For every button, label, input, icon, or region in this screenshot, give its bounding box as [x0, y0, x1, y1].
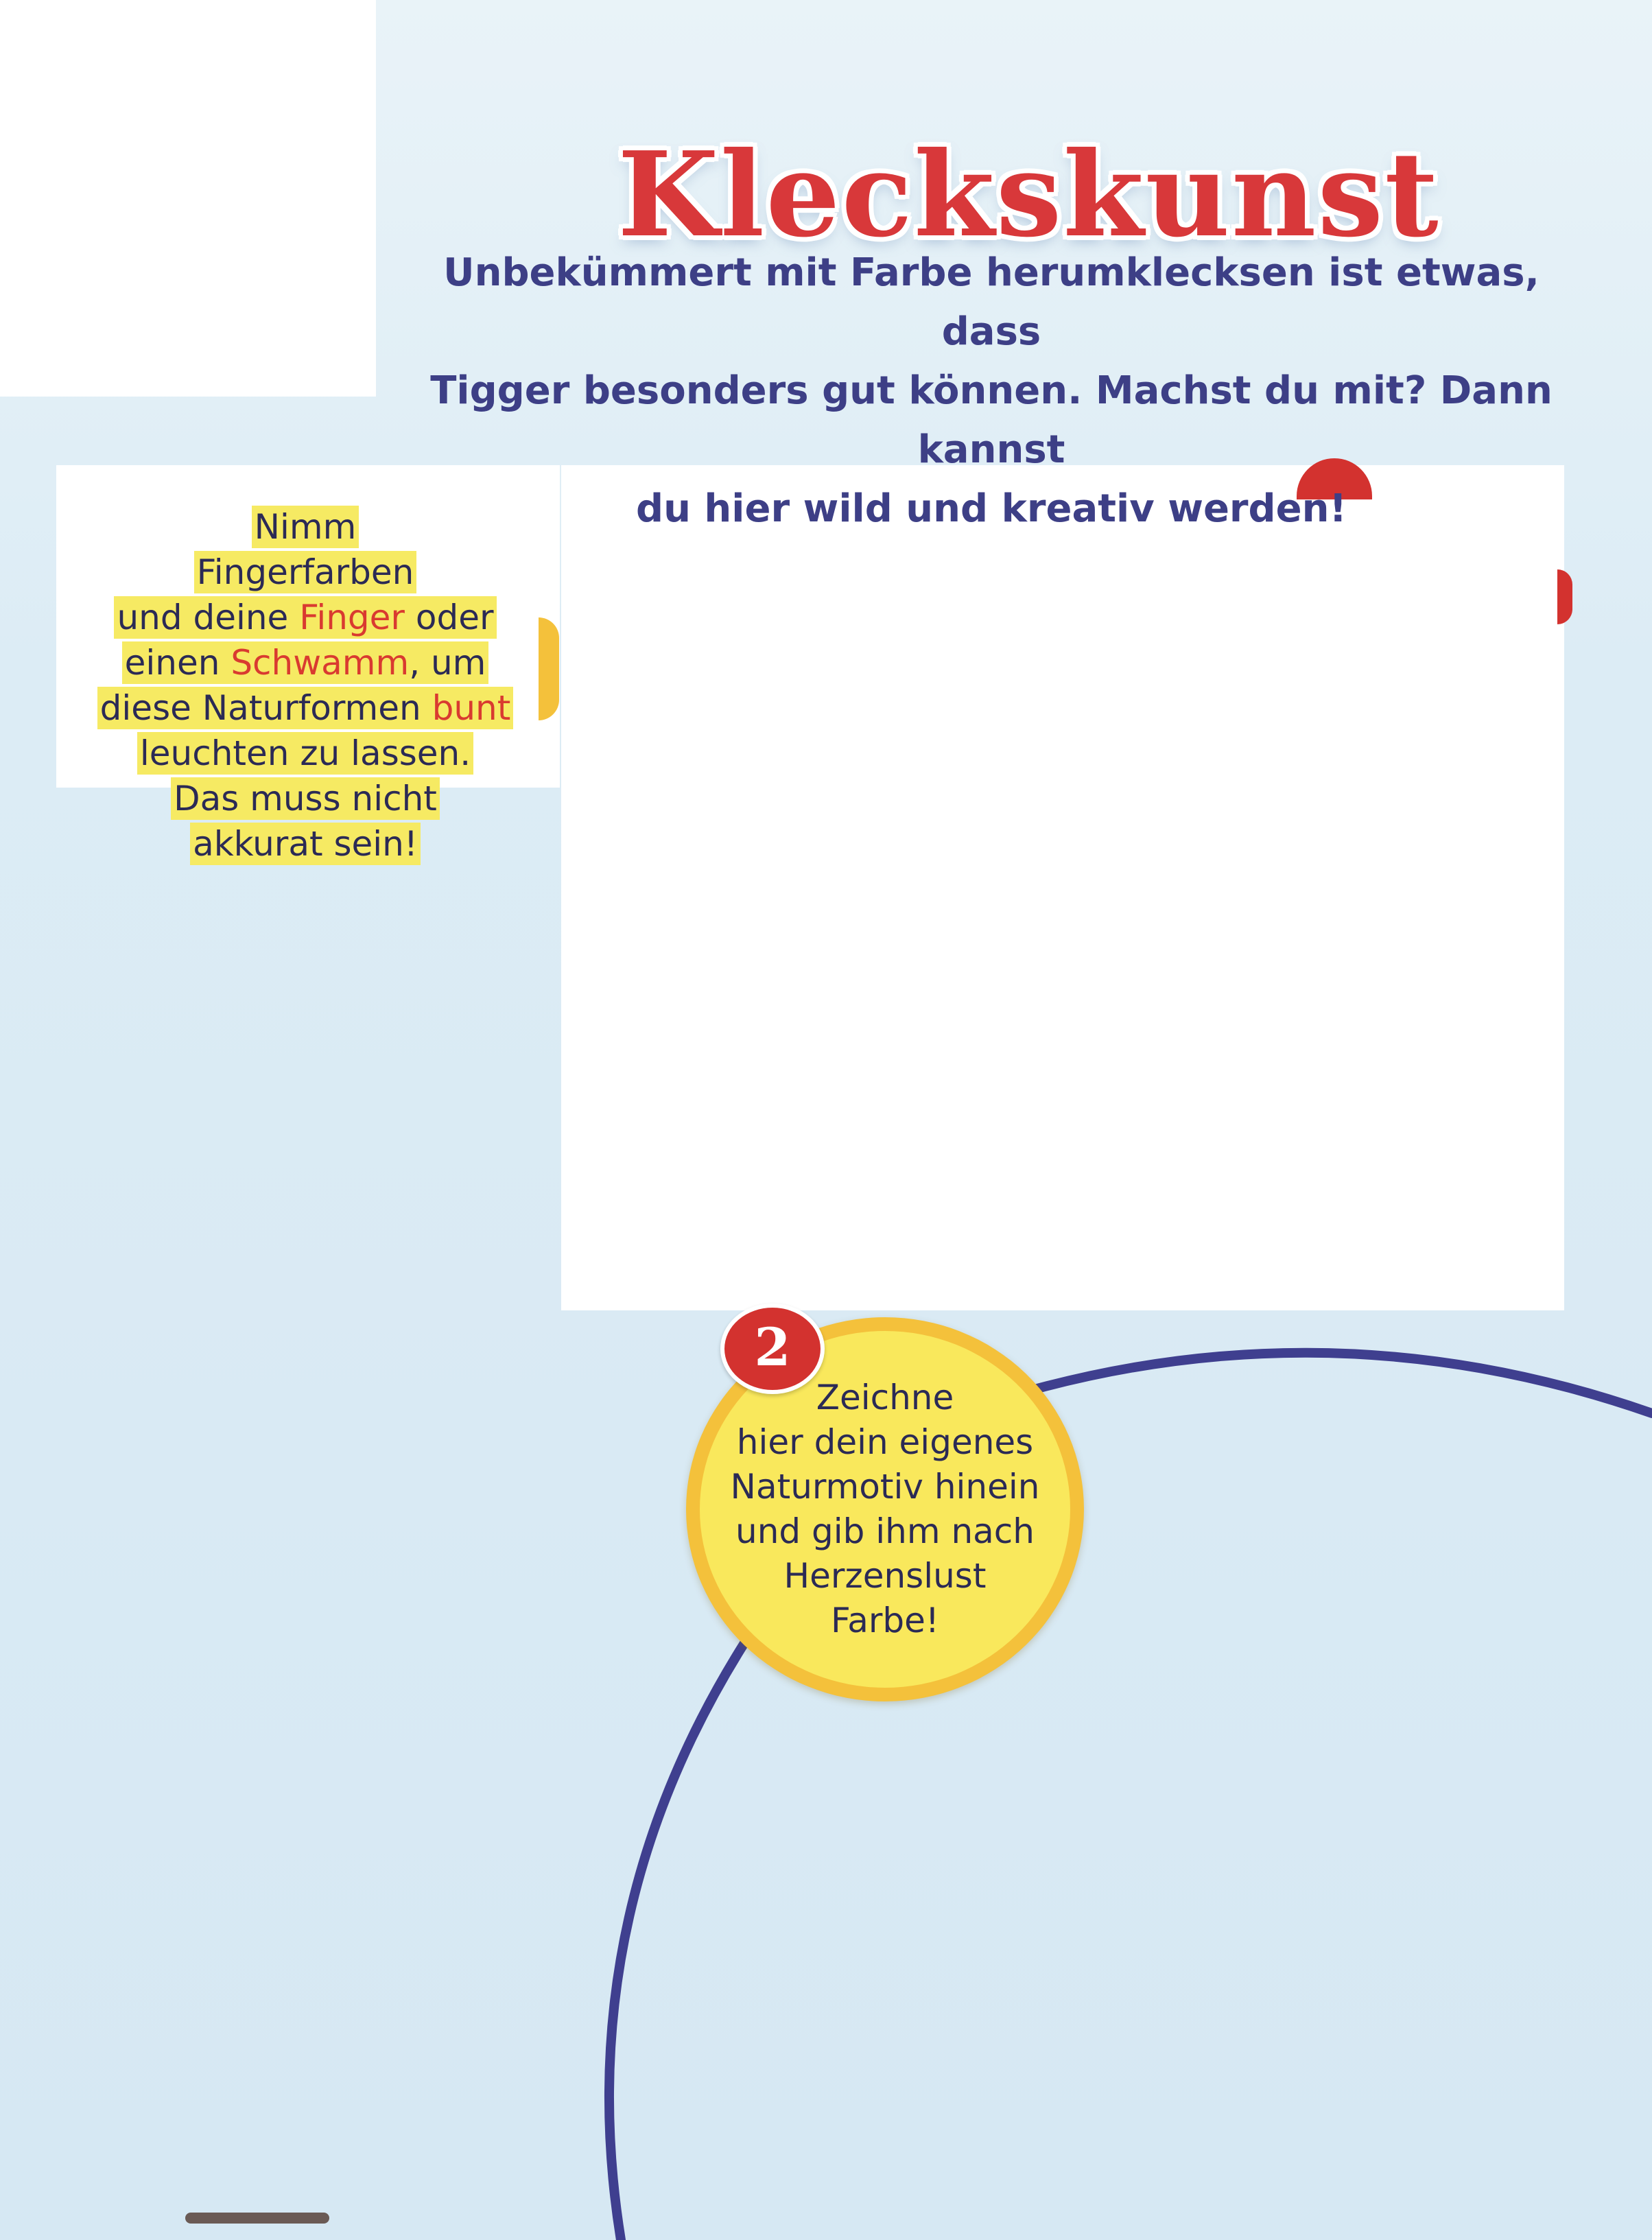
text-segment: Fingerfarben [196, 552, 414, 592]
text-segment: und [735, 1511, 812, 1551]
instruction-line-text [731, 1467, 1040, 1507]
text-segment: und deine [117, 598, 300, 637]
instruction-line [693, 1554, 1077, 1599]
text-segment: Das muss nicht [174, 779, 437, 818]
instruction-line-text [816, 1378, 954, 1417]
text-segment: ! [925, 1601, 939, 1640]
text-segment: hier dein eigenes [736, 1422, 1034, 1462]
text-segment: leuchten zu lassen. [139, 733, 471, 773]
emphasis-word: Farbe [831, 1601, 925, 1640]
instruction-line [693, 1420, 1077, 1465]
page-title: Kleckskunst [617, 126, 1440, 263]
emphasis-word: Zeichne [816, 1378, 954, 1417]
text-segment: Nimm [254, 507, 357, 547]
intro-line: du hier wild und kreativ werden! [635, 486, 1347, 531]
instruction-line [693, 1509, 1077, 1554]
intro-line: Unbekümmert mit Farbe herumklecksen ist etwas, dass [443, 250, 1539, 354]
step2-number-badge: 2 [720, 1304, 825, 1394]
intro-line: Tigger besonders gut können. Machst du mit? Dann kannst [430, 368, 1553, 472]
text-segment: oder [404, 598, 494, 637]
emphasis-word: Schwamm [231, 643, 410, 683]
instruction-line-text [831, 1601, 939, 1640]
text-segment: akkurat sein! [193, 824, 418, 864]
text-segment: diese Naturformen [99, 688, 432, 728]
instruction-line [693, 1376, 1077, 1420]
emphasis-word: bunt [432, 688, 511, 728]
instruction-line [693, 1599, 1077, 1643]
text-segment: Naturmotiv hinein [730, 1467, 1040, 1507]
instruction-line-text [737, 1422, 1033, 1462]
text-segment: Herzenslust [783, 1556, 987, 1596]
emphasis-word: Finger [299, 598, 405, 637]
instruction-line-text [784, 1556, 987, 1596]
emphasis-word: gib [812, 1511, 865, 1551]
text-segment: einen [124, 643, 231, 683]
step2-instructions [693, 1376, 1077, 1643]
text-segment: ihm nach [864, 1511, 1035, 1551]
instruction-line-text [735, 1511, 1035, 1551]
text-segment: , um [409, 643, 486, 683]
instruction-line [693, 1465, 1077, 1509]
